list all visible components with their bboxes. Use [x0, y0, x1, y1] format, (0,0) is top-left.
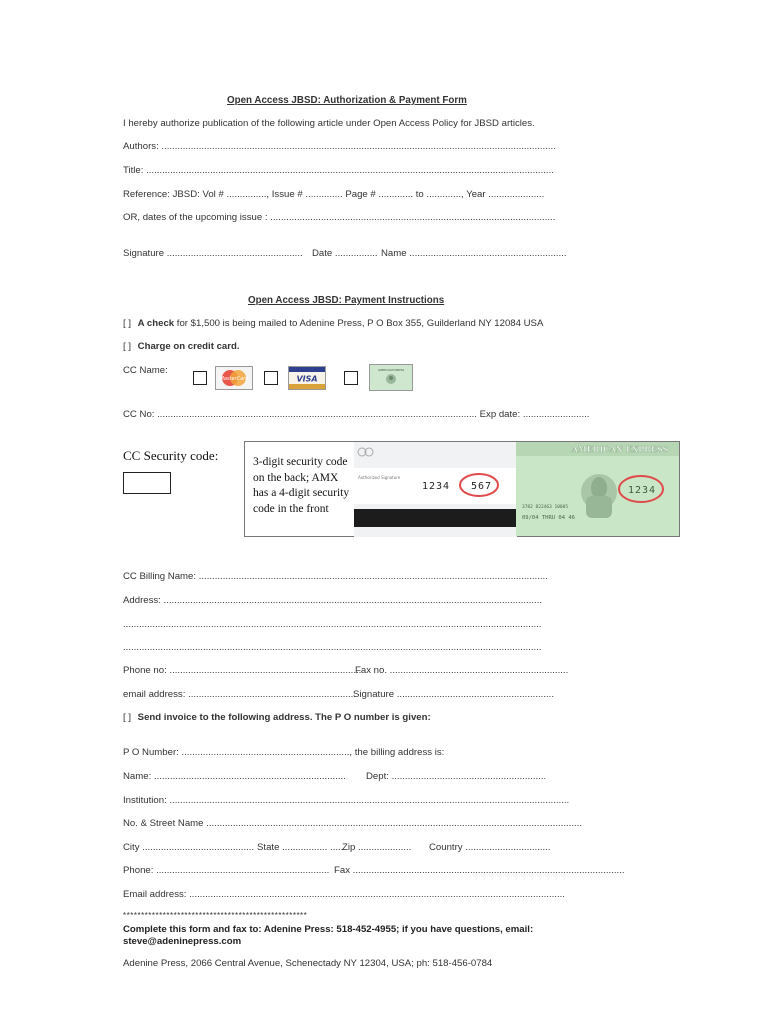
- payment-instructions-title: Open Access JBSD: Payment Instructions: [248, 295, 445, 306]
- cc-security-label: CC Security code:: [123, 448, 219, 463]
- amex-dates-text: 09/04 THRU 04 46: [522, 515, 575, 521]
- check-label: A check: [137, 318, 175, 329]
- complete-instructions-line1: Complete this form and fax to: Adenine Press: 518-452-4955; if you have questions, email:: [123, 924, 534, 935]
- amex-number-text: 3782 822463 10005: [522, 505, 569, 510]
- email2-field[interactable]: Email address: .............................................................................................................................................: [123, 889, 565, 900]
- amex-front-image: [516, 442, 679, 536]
- card-back-image: [354, 442, 517, 537]
- po-number-field[interactable]: P O Number: ..............................................................., the billing address is:: [123, 747, 445, 758]
- visa-logo: [288, 366, 326, 390]
- mastercard-icon: [216, 367, 252, 389]
- card-back-cvv: 567: [471, 481, 493, 492]
- authors-field[interactable]: Authors: ....................................................................................................................................................: [123, 141, 556, 152]
- fax2-field[interactable]: Fax ......................................................................................................: [334, 865, 625, 876]
- title-field[interactable]: Title: .........................................................................................................................................................: [123, 165, 554, 176]
- invoice-checkbox[interactable]: [ ]: [123, 712, 131, 723]
- check-checkbox[interactable]: [ ]: [123, 318, 131, 329]
- amex-front-code: 1234: [628, 485, 657, 496]
- invoice-option[interactable]: [123, 712, 431, 723]
- footer-address: Adenine Press, 2066 Central Avenue, Schenectady NY 12304, USA; ph: 518-456-0784: [123, 958, 493, 969]
- amex-logo-text: AMERICAN EXPRESS: [377, 369, 405, 372]
- visa-text: VISA: [296, 374, 318, 384]
- street-field[interactable]: No. & Street Name .............................................................................................................................................: [123, 818, 583, 829]
- amex-logo: [369, 364, 413, 391]
- phone-field[interactable]: Phone no: ........................................................................: [123, 665, 362, 676]
- country-field[interactable]: Country ................................: [429, 842, 551, 853]
- dept-field[interactable]: Dept: ..........................................................: [366, 771, 547, 782]
- complete-instructions-email[interactable]: steve@adeninepress.com: [123, 936, 242, 947]
- address-field[interactable]: Address: ..............................................................................................................................................: [123, 595, 543, 606]
- mastercard-text: MasterCard: [219, 376, 249, 382]
- visa-checkbox[interactable]: [264, 371, 278, 385]
- cc-number-field[interactable]: CC No: ........................................................................................................................ Exp date: .........................: [123, 409, 590, 420]
- invoice-name-field[interactable]: Name: ........................................................................: [123, 771, 346, 782]
- form-title: Open Access JBSD: Authorization & Payment Form: [227, 95, 467, 106]
- check-option[interactable]: [123, 318, 543, 329]
- invoice-label: Send invoice to the following address. The P O number is given:: [137, 712, 431, 723]
- zip-field[interactable]: Zip ....................: [342, 842, 412, 853]
- reference-field[interactable]: Reference: JBSD: Vol # ..............., Issue # .............. Page # ............. to ............., Year .....................: [123, 189, 545, 200]
- billing-name-field[interactable]: CC Billing Name: ...................................................................................................................................: [123, 571, 548, 582]
- date-field[interactable]: Date ................: [312, 248, 378, 259]
- security-note: 3-digit security code on the back; AMX has a 4-digit security code in the front: [253, 456, 350, 515]
- state-field[interactable]: State ................. .....: [257, 842, 344, 853]
- credit-checkbox[interactable]: [ ]: [123, 341, 131, 352]
- cc-name-label: CC Name:: [123, 365, 168, 376]
- city-field[interactable]: City ..........................................: [123, 842, 255, 853]
- credit-card-option[interactable]: [123, 341, 240, 352]
- signature2-field[interactable]: Signature ...........................................................: [353, 689, 554, 700]
- amex-checkbox[interactable]: [344, 371, 358, 385]
- institution-field[interactable]: Institution: ......................................................................................................................................................: [123, 795, 570, 806]
- fax-field[interactable]: Fax no. ...................................................................: [355, 665, 569, 676]
- card-back-sig-text: Authorized Signature: [358, 475, 401, 480]
- amex-front-graphic: [516, 442, 679, 536]
- name-field[interactable]: Name ...........................................................: [381, 248, 567, 259]
- check-description: for $1,500 is being mailed to Adenine Press, P O Box 355, Guilderland NY 12084 USA: [174, 318, 544, 329]
- intro-text: I hereby authorize publication of the following article under Open Access Policy for JBSD articles.: [123, 118, 535, 129]
- credit-label: Charge on credit card.: [137, 341, 240, 352]
- phone2-field[interactable]: Phone: .................................................................: [123, 865, 330, 876]
- address-line-3[interactable]: .............................................................................................................................................................: [123, 642, 542, 653]
- mastercard-logo: [215, 366, 253, 390]
- signature-field[interactable]: Signature ...................................................: [123, 248, 303, 259]
- visa-icon: [289, 367, 325, 389]
- upcoming-issue-field[interactable]: OR, dates of the upcoming issue : ...........................................................................................................: [123, 212, 556, 223]
- amex-brand-text: AMERICAN EXPRESS: [571, 444, 669, 454]
- email-field[interactable]: email address: ...............................................................: [123, 689, 356, 700]
- amex-icon: [370, 365, 412, 390]
- security-code-illustration: [244, 441, 680, 537]
- address-line-2[interactable]: .............................................................................................................................................................: [123, 619, 542, 630]
- cc-security-input[interactable]: [123, 472, 171, 494]
- card-back-number: 1234: [422, 481, 451, 492]
- mastercard-checkbox[interactable]: [193, 371, 207, 385]
- separator-stars: ***************************************************: [123, 911, 308, 920]
- card-back-graphic: [354, 442, 517, 537]
